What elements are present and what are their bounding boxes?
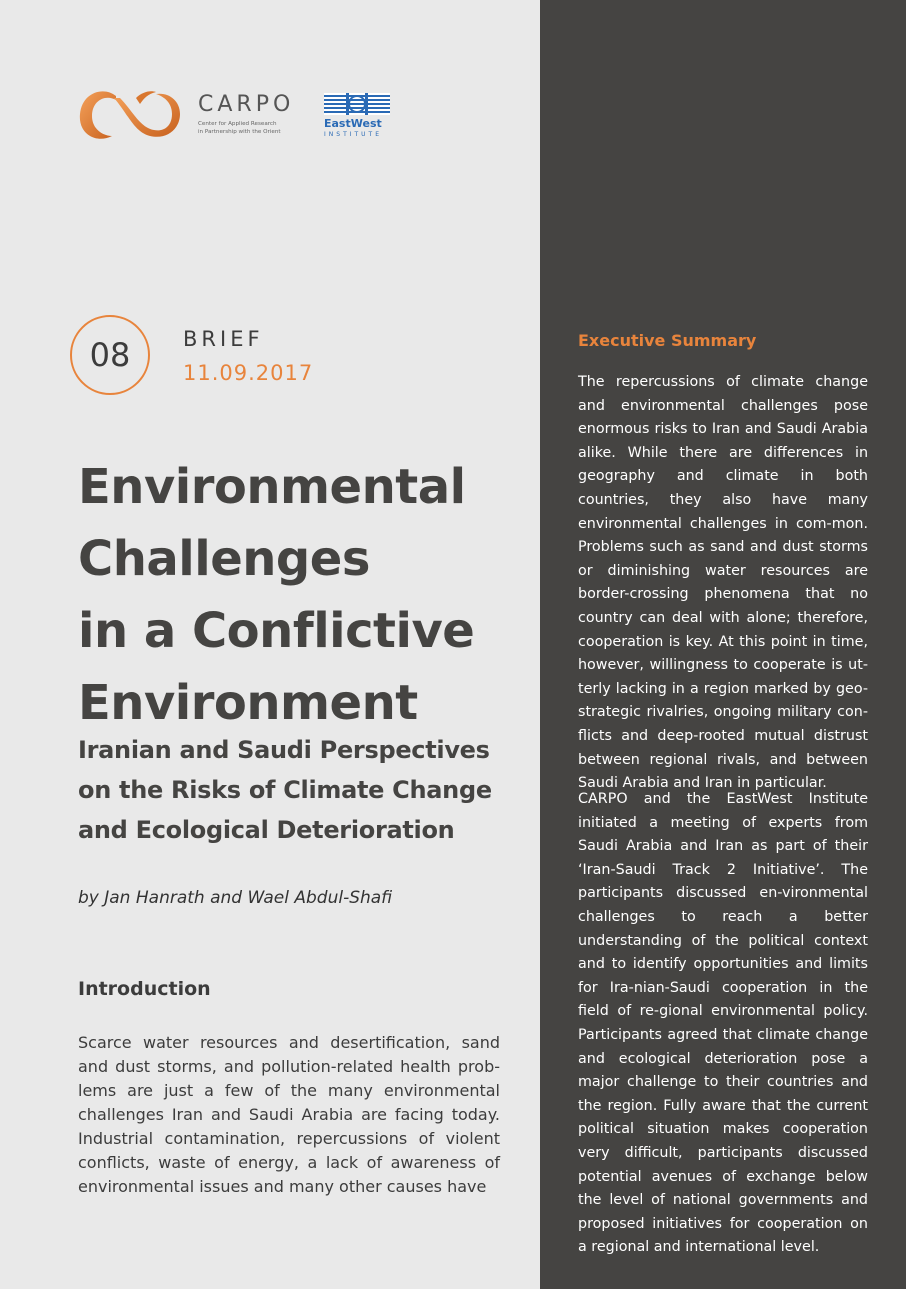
page-subtitle <box>78 730 518 850</box>
executive-summary-paragraph: CARPO and the EastWest Institute initiated a meeting of experts from Saudi Arabia and Iran as part of their ‘Iran-Saudi Track 2 Initiative’. The participants discussed en-vironmental challenges to reach a better understanding of the political context and to identify opportunities and limits for Ira-nian-Saudi cooperation in the field of re-gional environmental policy. Participants agreed that climate change and ecological deterioration pose a major challenge to their countries and the region. Fully aware that the current political situation makes cooperation very difficult, participants discussed potential avenues of exchange below the level of national governments and proposed initiatives for cooperation on a regional and international level. <box>578 791 868 1256</box>
page-title <box>78 451 538 739</box>
eastwest-name: EastWest <box>324 117 382 130</box>
carpo-logo-icon <box>76 84 184 146</box>
executive-summary-heading: Executive Summary <box>578 331 757 350</box>
introduction-heading: Introduction <box>78 978 211 1000</box>
title-line: Environmental <box>78 459 466 515</box>
title-line: Challenges <box>78 531 370 587</box>
brief-date: 11.09.2017 <box>183 361 314 385</box>
eastwest-subtitle: INSTITUTE <box>324 131 383 138</box>
introduction-text: Scarce water resources and desertification, sand and dust storms, and pollution-related health prob-lems are just a few of the many environmental challenges Iran and Saudi Arabia are facing today. Industrial contamination, repercussions of violent conflicts, waste of energy, a lack of awareness of environmental issues and many other causes have <box>78 1033 500 1196</box>
brief-number: 08 <box>89 336 131 374</box>
title-line: Environment <box>78 675 418 731</box>
brief-number-badge <box>70 315 150 395</box>
eastwest-globe-icon <box>324 93 390 115</box>
carpo-subtitle-line2: in Partnership with the Orient <box>198 129 281 135</box>
subtitle-line: and Ecological Deterioration <box>78 816 455 844</box>
title-line: in a Conflictive <box>78 603 475 659</box>
carpo-subtitle-line1: Center for Applied Research <box>198 121 277 127</box>
author-byline: by Jan Hanrath and Wael Abdul-Shafi <box>78 888 393 908</box>
subtitle-line: on the Risks of Climate Change <box>78 776 492 804</box>
subtitle-line: Iranian and Saudi Perspectives <box>78 736 490 764</box>
brief-label: BRIEF <box>183 327 264 351</box>
executive-summary-paragraph: The repercussions of climate change and environmental challenges pose enormous risks to Iran and Saudi Arabia alike. While there are differences in geography and climate in both countries, they also have many environmental challenges in com-mon. Problems such as sand and dust storms or diminishing water resources are border-crossing phenomena that no country can deal with alone; therefore, cooperation is key. At this point in time, however, willingness to cooperate is ut-terly lacking in a region marked by geo-strategic rivalries, ongoing military con-flicts and deep-rooted mutual distrust between regional rivals, and between Saudi Arabia and Iran in particular. <box>578 374 868 792</box>
carpo-name: CARPO <box>198 92 295 117</box>
